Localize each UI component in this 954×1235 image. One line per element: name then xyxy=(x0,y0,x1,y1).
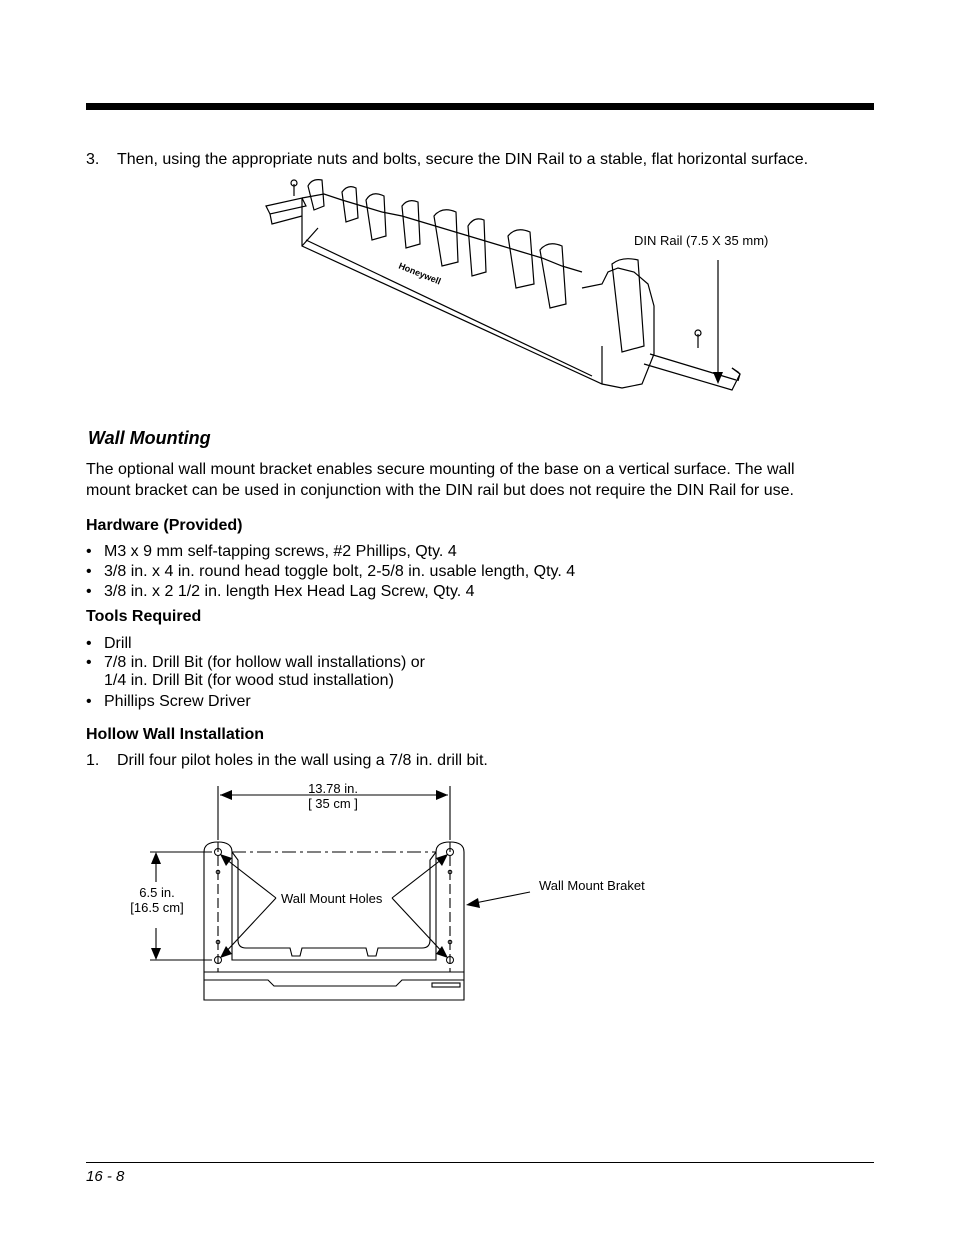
list-item: • M3 x 9 mm self-tapping screws, #2 Phillips, Qty. 4 xyxy=(86,543,457,560)
hardware-heading: Hardware (Provided) xyxy=(86,517,243,534)
wall-bracket-figure xyxy=(140,780,680,1010)
height-dimension-label: 6.5 in. [16.5 cm] xyxy=(130,885,184,915)
wall-mount-bracket-label: Wall Mount Braket xyxy=(539,878,645,893)
tools-list xyxy=(86,634,425,712)
list-item: • 7/8 in. Drill Bit (for hollow wall installations) or 1/4 in. Drill Bit (for wood stud installation) xyxy=(86,654,425,689)
section-heading: Wall Mounting xyxy=(88,428,211,448)
tools-heading: Tools Required xyxy=(86,608,202,625)
intro-line-1: The optional wall mount bracket enables secure mounting of the base on a vertical surface. The wall xyxy=(86,461,795,478)
header-rule xyxy=(86,103,874,110)
step-3-number: 3. xyxy=(86,151,100,168)
wall-mount-holes-label: Wall Mount Holes xyxy=(281,891,383,906)
intro-line-2: mount bracket can be used in conjunction with the DIN rail but does not require the DIN Rail for use. xyxy=(86,482,794,499)
list-item: • 3/8 in. x 2 1/2 in. length Hex Head Lag Screw, Qty. 4 xyxy=(86,583,475,600)
step-1-text: Drill four pilot holes in the wall using a 7/8 in. drill bit. xyxy=(117,752,488,769)
hardware-list xyxy=(86,542,575,602)
brand-logo: Honeywell xyxy=(397,260,443,287)
footer-rule xyxy=(86,1162,874,1163)
page-number: 16 - 8 xyxy=(86,1168,125,1185)
step-3-text: Then, using the appropriate nuts and bolts, secure the DIN Rail to a stable, flat horizontal surface. xyxy=(117,151,809,168)
list-item: • 3/8 in. x 4 in. round head toggle bolt, 2-5/8 in. usable length, Qty. 4 xyxy=(86,563,576,580)
list-item: • Phillips Screw Driver xyxy=(86,693,251,710)
list-item: • Drill xyxy=(86,635,132,652)
din-rail-label: DIN Rail (7.5 X 35 mm) xyxy=(634,233,769,248)
charging-base-figure xyxy=(262,176,792,396)
width-dimension-label: 13.78 in. [ 35 cm ] xyxy=(308,781,358,811)
step-1-number: 1. xyxy=(86,752,100,769)
hollow-wall-heading: Hollow Wall Installation xyxy=(86,726,265,743)
